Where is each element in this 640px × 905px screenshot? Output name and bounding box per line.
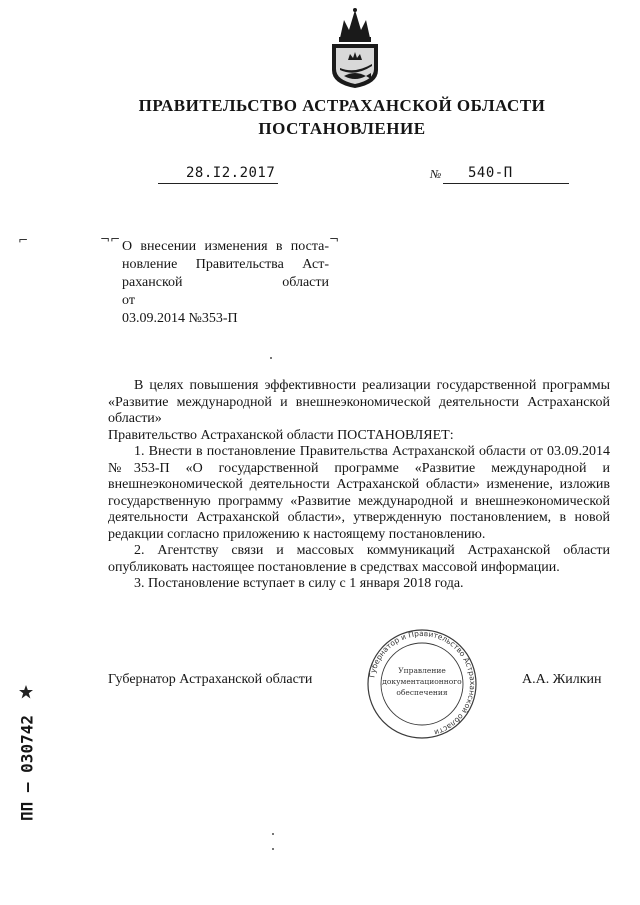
star-mark-icon [18,684,34,700]
item-1-paragraph: 1. Внести в постановление Правительства Астраханской области от 03.09.2014 №353-П «О государственной программе «Развитие международной и внешнеэкономической деятельности Астраханской области» изменение, изложив государственную программу «Развитие международной и внешнеэкономической деятельности Астраханской области», утвержденную постановлением, в новой редакции согласно приложению к настоящему постановлению. [108,444,610,542]
document-subject [122,238,329,328]
number-underline [443,183,569,184]
date-underline [158,183,278,184]
subject-line: О внесении изменения в поста- [122,239,329,254]
document-body [108,378,610,593]
document-date: 28.I2.2017 [186,165,276,181]
stamp-ring-text: Губернатор и Правительство Астраханской области [367,628,478,738]
subject-line: раханской области от [122,275,329,308]
signatory-name: А.А. Жилкин [522,672,602,687]
number-sign: № [430,167,442,181]
document-type-title: ПОСТАНОВЛЕНИЕ [258,119,426,138]
coat-of-arms-emblem [326,8,384,90]
corner-mark-subject-right: ¬ [329,232,340,246]
official-stamp [352,628,492,740]
item-2-paragraph: 2. Агентству связи и массовых коммуникаций Астраханской области опубликовать настоящее постановление в средствах массовой информации. [108,543,610,575]
corner-mark-left: ⌐ [18,233,29,247]
serial-number [12,678,42,858]
signatory-position: Губернатор Астраханской области [108,672,313,687]
subject-line: 03.09.2014 №353-П [122,311,238,326]
stamp-center-line: обеспечения [396,688,448,697]
scan-speck [272,848,274,850]
resolves-paragraph: Правительство Астраханской области ПОСТАНОВЛЯЕТ: [108,427,454,443]
item-3-paragraph: 3. Постановление вступает в силу с 1 января 2018 года. [134,576,464,591]
government-title: ПРАВИТЕЛЬСТВО АСТРАХАНСКОЙ ОБЛАСТИ [138,96,546,115]
stamp-center-line: документационного [382,677,462,686]
scan-speck [270,357,272,359]
scan-speck [272,833,274,835]
stamp-center-line: Управление [398,666,446,675]
serial-number-text: ПП – 030742 [17,715,37,821]
subject-line: новление Правительства Аст- [122,257,329,272]
corner-mark-subject-left: ¬⌐ [100,232,121,246]
preamble-paragraph: В целях повышения эффективности реализации государственной программы «Развитие международной и внешнеэкономической деятельности Астраханской области» [108,378,610,426]
document-number: 540-П [468,165,513,181]
